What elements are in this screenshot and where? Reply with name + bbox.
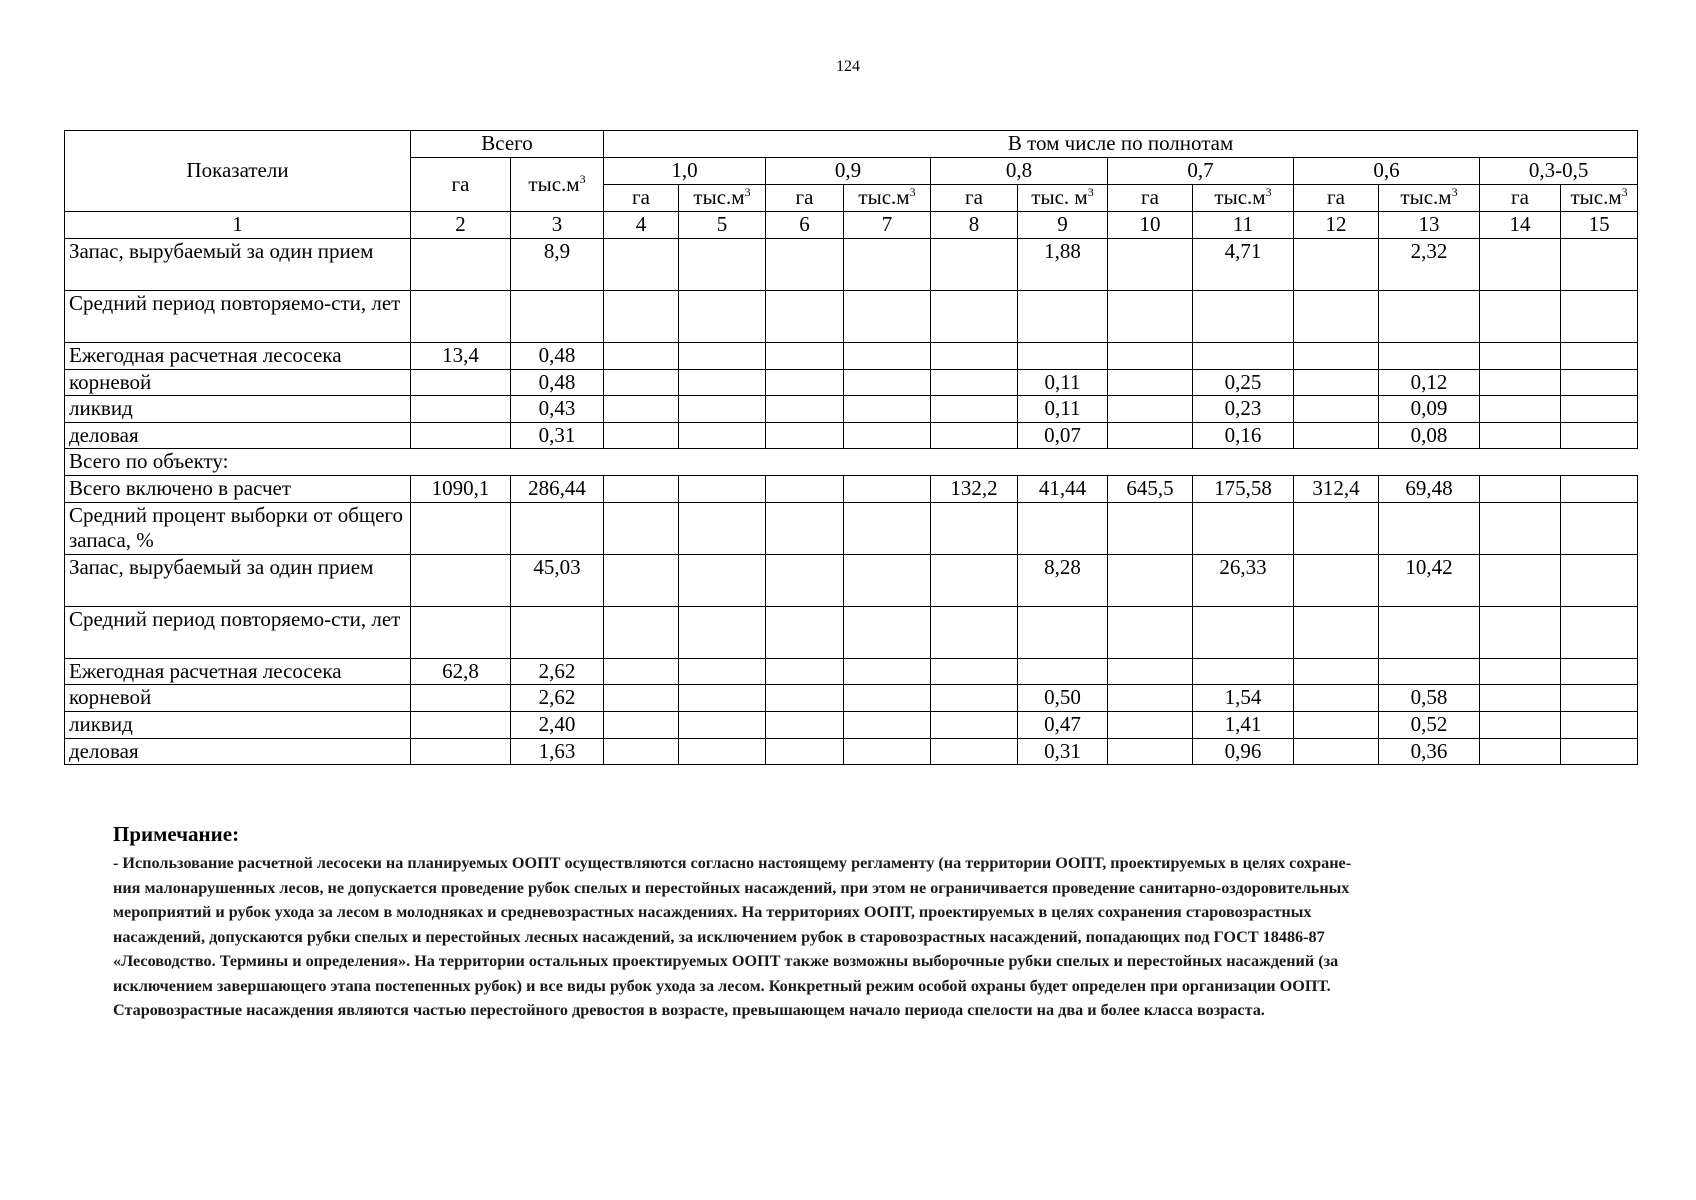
subheader-volume: тыс. $м^3$ bbox=[1018, 185, 1108, 212]
table-row bbox=[65, 369, 1638, 396]
table-cell bbox=[411, 369, 511, 396]
table-cell bbox=[1379, 449, 1480, 476]
table-cell bbox=[766, 449, 844, 476]
table-cell bbox=[604, 291, 679, 343]
column-number: 8 bbox=[931, 212, 1018, 239]
table-cell bbox=[679, 554, 766, 606]
table-cell bbox=[604, 606, 679, 658]
table-body bbox=[65, 239, 1638, 765]
table-cell bbox=[1294, 449, 1379, 476]
table-cell bbox=[1294, 554, 1379, 606]
table-cell bbox=[1108, 291, 1193, 343]
header-total-volume: $тыс.м^3$ bbox=[511, 158, 604, 212]
table-cell bbox=[844, 396, 931, 423]
table-cell: 0,31 bbox=[511, 422, 604, 449]
table-cell bbox=[844, 343, 931, 370]
table-cell bbox=[1480, 396, 1561, 423]
table-cell bbox=[604, 369, 679, 396]
table-cell bbox=[604, 738, 679, 765]
table-cell: 0,96 bbox=[1193, 738, 1294, 765]
row-label: Ежегодная расчетная лесосека bbox=[65, 343, 411, 370]
table-cell bbox=[1561, 554, 1638, 606]
column-number: 13 bbox=[1379, 212, 1480, 239]
column-number: 1 bbox=[65, 212, 411, 239]
header-density: 0,7 bbox=[1108, 158, 1294, 185]
table-cell: 2,32 bbox=[1379, 239, 1480, 291]
table-cell bbox=[844, 606, 931, 658]
table-cell bbox=[411, 422, 511, 449]
table-cell bbox=[679, 606, 766, 658]
table-cell bbox=[1193, 343, 1294, 370]
table-cell bbox=[411, 685, 511, 712]
table-cell: 41,44 bbox=[1018, 476, 1108, 503]
header-total: Всего bbox=[411, 131, 604, 158]
table-cell bbox=[1561, 291, 1638, 343]
table-cell: 132,2 bbox=[931, 476, 1018, 503]
table-cell bbox=[679, 685, 766, 712]
table-cell bbox=[931, 502, 1018, 554]
table-cell: 1,41 bbox=[1193, 712, 1294, 739]
header-density: 0,6 bbox=[1294, 158, 1480, 185]
table-cell bbox=[766, 396, 844, 423]
table-cell: 26,33 bbox=[1193, 554, 1294, 606]
header-total-ha: га bbox=[411, 158, 511, 212]
table-cell bbox=[604, 343, 679, 370]
table-cell bbox=[1294, 606, 1379, 658]
subheader-ha: га bbox=[1294, 185, 1379, 212]
table-cell: 0,25 bbox=[1193, 369, 1294, 396]
table-cell bbox=[1193, 502, 1294, 554]
table-cell bbox=[766, 712, 844, 739]
table-cell bbox=[1480, 685, 1561, 712]
column-number: 11 bbox=[1193, 212, 1294, 239]
column-number: 4 bbox=[604, 212, 679, 239]
table-cell: 45,03 bbox=[511, 554, 604, 606]
table-cell bbox=[1294, 712, 1379, 739]
table-cell bbox=[1294, 502, 1379, 554]
table-cell bbox=[604, 712, 679, 739]
table-cell bbox=[1108, 738, 1193, 765]
table-cell bbox=[931, 554, 1018, 606]
table-cell bbox=[411, 606, 511, 658]
table-cell bbox=[604, 554, 679, 606]
table-cell bbox=[679, 712, 766, 739]
table-cell: 0,50 bbox=[1018, 685, 1108, 712]
table-cell bbox=[1561, 396, 1638, 423]
table-cell bbox=[931, 291, 1018, 343]
page-number: 124 bbox=[836, 58, 860, 75]
table-cell bbox=[1294, 738, 1379, 765]
table-cell: 286,44 bbox=[511, 476, 604, 503]
table-cell bbox=[679, 476, 766, 503]
table-cell bbox=[931, 606, 1018, 658]
table-cell bbox=[1480, 239, 1561, 291]
table-cell bbox=[844, 685, 931, 712]
table-cell: 0,11 bbox=[1018, 369, 1108, 396]
column-number: 9 bbox=[1018, 212, 1108, 239]
table-row bbox=[65, 502, 1638, 554]
table-cell bbox=[1108, 712, 1193, 739]
column-numbers-row bbox=[65, 212, 1638, 239]
table-cell: 69,48 bbox=[1379, 476, 1480, 503]
table-cell bbox=[679, 449, 766, 476]
subheader-ha: га bbox=[766, 185, 844, 212]
table-cell bbox=[411, 239, 511, 291]
column-number: 6 bbox=[766, 212, 844, 239]
table-row bbox=[65, 685, 1638, 712]
table-cell bbox=[766, 658, 844, 685]
table-cell bbox=[1561, 369, 1638, 396]
table-row bbox=[65, 239, 1638, 291]
table-cell bbox=[844, 658, 931, 685]
table-cell bbox=[766, 291, 844, 343]
table-cell bbox=[511, 291, 604, 343]
table-cell bbox=[844, 502, 931, 554]
note-title: Примечание: bbox=[113, 822, 240, 846]
table-cell bbox=[679, 422, 766, 449]
table-cell: 0,09 bbox=[1379, 396, 1480, 423]
table-cell: 0,31 bbox=[1018, 738, 1108, 765]
table-cell: 62,8 bbox=[411, 658, 511, 685]
table-cell: 1,54 bbox=[1193, 685, 1294, 712]
table-cell bbox=[931, 343, 1018, 370]
table-cell bbox=[1561, 685, 1638, 712]
table-cell bbox=[766, 738, 844, 765]
table-cell bbox=[1108, 422, 1193, 449]
table-cell bbox=[1561, 658, 1638, 685]
table-cell: 1,63 bbox=[511, 738, 604, 765]
table-cell bbox=[1294, 422, 1379, 449]
row-label: Средний процент выборки от общего запаса, % bbox=[65, 502, 411, 554]
table-row bbox=[65, 291, 1638, 343]
row-label: ликвид bbox=[65, 712, 411, 739]
table-cell bbox=[931, 712, 1018, 739]
table-cell bbox=[1294, 396, 1379, 423]
table-cell bbox=[1561, 476, 1638, 503]
table-row bbox=[65, 712, 1638, 739]
row-label: Ежегодная расчетная лесосека bbox=[65, 658, 411, 685]
column-number: 2 bbox=[411, 212, 511, 239]
table-cell: 8,9 bbox=[511, 239, 604, 291]
table-cell bbox=[844, 422, 931, 449]
table-cell bbox=[766, 239, 844, 291]
table-cell bbox=[1108, 449, 1193, 476]
note bbox=[113, 822, 1613, 1023]
table-cell bbox=[411, 712, 511, 739]
table-cell bbox=[1379, 658, 1480, 685]
table-cell bbox=[1379, 606, 1480, 658]
column-number: 10 bbox=[1108, 212, 1193, 239]
table-cell bbox=[411, 396, 511, 423]
row-label: Запас, вырубаемый за один прием bbox=[65, 239, 411, 291]
table-cell: 175,58 bbox=[1193, 476, 1294, 503]
table-cell bbox=[844, 712, 931, 739]
subheader-ha: га bbox=[1480, 185, 1561, 212]
table-cell bbox=[766, 476, 844, 503]
table-cell bbox=[411, 502, 511, 554]
table-cell: 2,62 bbox=[511, 685, 604, 712]
table-cell bbox=[1480, 422, 1561, 449]
table-cell: 4,71 bbox=[1193, 239, 1294, 291]
table-cell bbox=[766, 343, 844, 370]
table-cell: 2,62 bbox=[511, 658, 604, 685]
table-cell bbox=[1480, 606, 1561, 658]
table-cell: 312,4 bbox=[1294, 476, 1379, 503]
table-cell: 0,47 bbox=[1018, 712, 1108, 739]
row-label: Запас, вырубаемый за один прием bbox=[65, 554, 411, 606]
table-cell bbox=[844, 291, 931, 343]
table-cell bbox=[1294, 343, 1379, 370]
table-cell: 8,28 bbox=[1018, 554, 1108, 606]
table-cell bbox=[604, 396, 679, 423]
table-cell bbox=[1108, 343, 1193, 370]
row-label: Всего по объекту: bbox=[65, 449, 411, 476]
table-cell bbox=[411, 554, 511, 606]
table-cell: 0,58 bbox=[1379, 685, 1480, 712]
column-number: 3 bbox=[511, 212, 604, 239]
table-cell bbox=[1480, 658, 1561, 685]
column-number: 5 bbox=[679, 212, 766, 239]
table-cell bbox=[931, 449, 1018, 476]
table-cell bbox=[1480, 343, 1561, 370]
table-cell bbox=[844, 554, 931, 606]
table-cell: 0,08 bbox=[1379, 422, 1480, 449]
table-cell bbox=[931, 685, 1018, 712]
table-cell bbox=[1480, 449, 1561, 476]
column-number: 15 bbox=[1561, 212, 1638, 239]
table-cell bbox=[1294, 239, 1379, 291]
table-cell: 0,52 bbox=[1379, 712, 1480, 739]
table-cell bbox=[511, 449, 604, 476]
table-cell: 0,12 bbox=[1379, 369, 1480, 396]
subheader-volume: $тыс.м^3$ bbox=[1561, 185, 1638, 212]
table-cell bbox=[411, 449, 511, 476]
column-number: 14 bbox=[1480, 212, 1561, 239]
subheader-volume: $тыс.м^3$ bbox=[679, 185, 766, 212]
table-cell bbox=[931, 396, 1018, 423]
table-cell bbox=[1294, 369, 1379, 396]
table-cell: 0,48 bbox=[511, 343, 604, 370]
header-density: 0,8 bbox=[931, 158, 1108, 185]
row-label: корневой bbox=[65, 685, 411, 712]
table-cell bbox=[931, 369, 1018, 396]
table-cell bbox=[679, 738, 766, 765]
table-cell bbox=[1108, 502, 1193, 554]
table-cell bbox=[1018, 658, 1108, 685]
row-label: деловая bbox=[65, 422, 411, 449]
table-cell bbox=[1018, 606, 1108, 658]
table-cell bbox=[931, 422, 1018, 449]
subheader-ha: га bbox=[1108, 185, 1193, 212]
table-cell bbox=[679, 369, 766, 396]
table-cell bbox=[766, 422, 844, 449]
table-cell bbox=[766, 606, 844, 658]
table-row bbox=[65, 396, 1638, 423]
table-cell: 1090,1 bbox=[411, 476, 511, 503]
table-cell bbox=[604, 658, 679, 685]
table-cell bbox=[844, 476, 931, 503]
column-number: 7 bbox=[844, 212, 931, 239]
table-cell bbox=[679, 658, 766, 685]
table-cell: 1,88 bbox=[1018, 239, 1108, 291]
table-cell: 0,23 bbox=[1193, 396, 1294, 423]
table-cell bbox=[844, 449, 931, 476]
table-cell bbox=[931, 658, 1018, 685]
table-cell bbox=[1480, 476, 1561, 503]
table-cell bbox=[1480, 369, 1561, 396]
table-cell bbox=[1561, 502, 1638, 554]
table-cell bbox=[1480, 712, 1561, 739]
table-cell bbox=[766, 685, 844, 712]
table-cell bbox=[844, 239, 931, 291]
table-cell bbox=[1294, 658, 1379, 685]
table-cell: 645,5 bbox=[1108, 476, 1193, 503]
row-label: деловая bbox=[65, 738, 411, 765]
header-density: 1,0 bbox=[604, 158, 766, 185]
table-cell bbox=[1108, 239, 1193, 291]
row-label: Средний период повторяемо-сти, лет bbox=[65, 291, 411, 343]
table-cell bbox=[1480, 554, 1561, 606]
table-cell bbox=[604, 422, 679, 449]
table-cell bbox=[1018, 343, 1108, 370]
row-label: корневой bbox=[65, 369, 411, 396]
table-cell bbox=[931, 738, 1018, 765]
table-cell: 10,42 bbox=[1379, 554, 1480, 606]
table-cell bbox=[679, 239, 766, 291]
table-cell bbox=[411, 738, 511, 765]
table-cell bbox=[1480, 738, 1561, 765]
table-cell bbox=[1294, 685, 1379, 712]
table-row bbox=[65, 658, 1638, 685]
table-cell bbox=[1561, 738, 1638, 765]
subheader-volume: $тыс.м^3$ bbox=[844, 185, 931, 212]
table-cell bbox=[1018, 502, 1108, 554]
table-cell: 0,36 bbox=[1379, 738, 1480, 765]
subheader-ha: га bbox=[931, 185, 1018, 212]
table-cell bbox=[1108, 606, 1193, 658]
table-cell bbox=[511, 606, 604, 658]
table-cell: 0,43 bbox=[511, 396, 604, 423]
table-cell bbox=[1561, 606, 1638, 658]
note-text: - Использование расчетной лесосеки на планируемых ООПТ осуществляются согласно настоящему регламенту (на территории ООПТ, проектируемых в целях сохране- ния малонарушенных лесов, не допускается проведение рубок спелых и перестойных насаждений, при этом не ограничивается проведение санитарно-оздоровительных мероприятий и рубок ухода за лесом в молодняках и средневозрастных насаждениях. На территориях ООПТ, проектируемых в целях сохранения старовозрастных насаждений, допускаются рубки спелых и перестойных лесных насаждений, за исключением рубок в старовозрастных насаждений, попадающих под ГОСТ 18486-87 «Лесоводство. Термины и определения». На территории остальных проектируемых ООПТ также возможны выборочные рубки спелых и перестойных насаждений (за исключением завершающего этапа постепенных рубок) и все виды рубок ухода за лесом. Конкретный режим особой охраны будет определен при организации ООПТ. Старовозрастные насаждения являются частью перестойного древостоя в возрасте, превышающем начало периода спелости на два и более класса возраста. bbox=[113, 854, 1352, 1019]
table-cell bbox=[1193, 291, 1294, 343]
table-cell bbox=[1294, 291, 1379, 343]
row-label: Средний период повторяемо-сти, лет bbox=[65, 606, 411, 658]
table-cell bbox=[1379, 502, 1480, 554]
subheader-volume: $тыс.м^3$ bbox=[1379, 185, 1480, 212]
table-row bbox=[65, 343, 1638, 370]
table-cell bbox=[1108, 396, 1193, 423]
subheader-ha: га bbox=[604, 185, 679, 212]
table-cell bbox=[604, 685, 679, 712]
header-including-by-density: В том числе по полнотам bbox=[604, 131, 1638, 158]
table-cell bbox=[411, 291, 511, 343]
table-row bbox=[65, 606, 1638, 658]
table-cell: 0,48 bbox=[511, 369, 604, 396]
table-cell bbox=[1018, 291, 1108, 343]
table-cell bbox=[604, 239, 679, 291]
table-row bbox=[65, 449, 1638, 476]
table-cell: 0,07 bbox=[1018, 422, 1108, 449]
table-cell bbox=[1108, 554, 1193, 606]
table-cell: 2,40 bbox=[511, 712, 604, 739]
table-cell bbox=[604, 476, 679, 503]
table-cell bbox=[1108, 685, 1193, 712]
table-cell bbox=[1480, 291, 1561, 343]
table-cell bbox=[1480, 502, 1561, 554]
table-cell bbox=[1561, 343, 1638, 370]
table-cell bbox=[766, 369, 844, 396]
table-row bbox=[65, 422, 1638, 449]
table-cell bbox=[604, 449, 679, 476]
table-cell bbox=[1108, 658, 1193, 685]
table-cell bbox=[1561, 422, 1638, 449]
table-cell bbox=[679, 291, 766, 343]
table-cell bbox=[1193, 658, 1294, 685]
table-cell: 0,11 bbox=[1018, 396, 1108, 423]
table-cell: 0,16 bbox=[1193, 422, 1294, 449]
table-cell bbox=[1561, 712, 1638, 739]
row-label: Всего включено в расчет bbox=[65, 476, 411, 503]
table-row bbox=[65, 738, 1638, 765]
table-cell bbox=[1193, 606, 1294, 658]
table-cell bbox=[1379, 291, 1480, 343]
table-row bbox=[65, 476, 1638, 503]
table-cell bbox=[679, 502, 766, 554]
row-label: ликвид bbox=[65, 396, 411, 423]
table-cell bbox=[931, 239, 1018, 291]
table-cell bbox=[844, 738, 931, 765]
header-density: 0,3-0,5 bbox=[1480, 158, 1638, 185]
forest-indicators-table bbox=[64, 130, 1638, 765]
table-cell: 13,4 bbox=[411, 343, 511, 370]
table-cell bbox=[1561, 239, 1638, 291]
table-cell bbox=[766, 502, 844, 554]
table-cell bbox=[679, 396, 766, 423]
table-cell bbox=[766, 554, 844, 606]
table-cell bbox=[1193, 449, 1294, 476]
table-cell bbox=[844, 369, 931, 396]
header-density: 0,9 bbox=[766, 158, 931, 185]
table-cell bbox=[1018, 449, 1108, 476]
table-cell bbox=[1108, 369, 1193, 396]
table-row bbox=[65, 554, 1638, 606]
column-number: 12 bbox=[1294, 212, 1379, 239]
subheader-volume: $тыс.м^3$ bbox=[1193, 185, 1294, 212]
table-cell bbox=[604, 502, 679, 554]
table-cell bbox=[511, 502, 604, 554]
table-cell bbox=[1561, 449, 1638, 476]
header-indicators: Показатели bbox=[65, 131, 411, 212]
table-cell bbox=[1379, 343, 1480, 370]
table-cell bbox=[679, 343, 766, 370]
